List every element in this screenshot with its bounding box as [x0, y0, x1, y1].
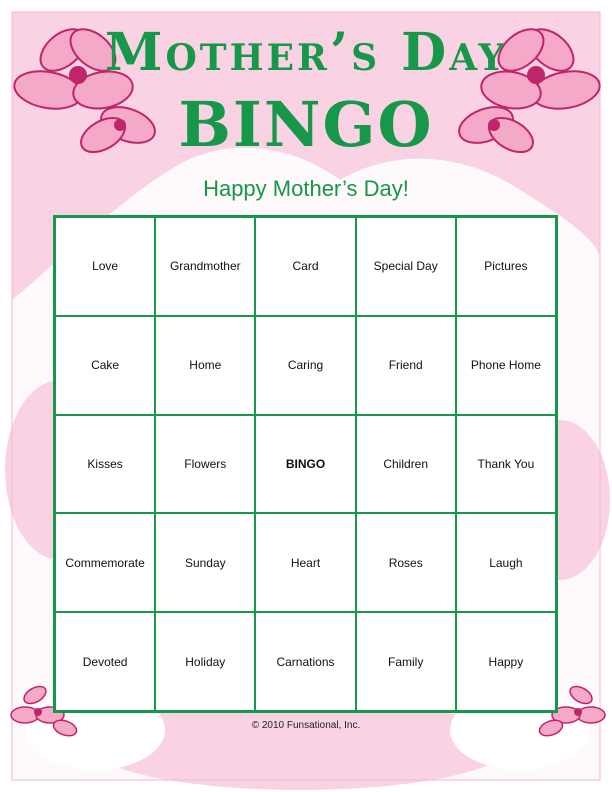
bingo-cell: Heart — [255, 513, 355, 612]
bingo-cell: Friend — [356, 316, 456, 415]
bingo-cell: Family — [356, 612, 456, 711]
copyright-notice: © 2010 Funsational, Inc. — [251, 720, 361, 731]
title-mothers-day: Mother’s Day — [104, 22, 508, 83]
bingo-cell: Special Day — [356, 217, 456, 316]
bingo-cell: Roses — [356, 513, 456, 612]
bingo-cell: Holiday — [155, 612, 255, 711]
title-bingo: BINGO — [178, 88, 434, 161]
bingo-cell: Pictures — [456, 217, 556, 316]
subtitle: Happy Mother’s Day! — [203, 176, 409, 201]
bingo-cell: Sunday — [155, 513, 255, 612]
bingo-cell: Children — [356, 415, 456, 514]
bingo-cell: Thank You — [456, 415, 556, 514]
bingo-cell: Flowers — [155, 415, 255, 514]
bingo-cell: Laugh — [456, 513, 556, 612]
bingo-grid — [53, 215, 558, 713]
bingo-cell: Happy — [456, 612, 556, 711]
bingo-cell: Caring — [255, 316, 355, 415]
bingo-cell: Love — [55, 217, 155, 316]
bingo-cell: Kisses — [55, 415, 155, 514]
bingo-cell: Commemorate — [55, 513, 155, 612]
free-space-cell: BINGO — [255, 415, 355, 514]
bingo-cell: Home — [155, 316, 255, 415]
bingo-cell: Carnations — [255, 612, 355, 711]
bingo-cell: Devoted — [55, 612, 155, 711]
bingo-cell: Card — [255, 217, 355, 316]
bingo-cell: Phone Home — [456, 316, 556, 415]
bingo-cell: Grandmother — [155, 217, 255, 316]
bingo-cell: Cake — [55, 316, 155, 415]
